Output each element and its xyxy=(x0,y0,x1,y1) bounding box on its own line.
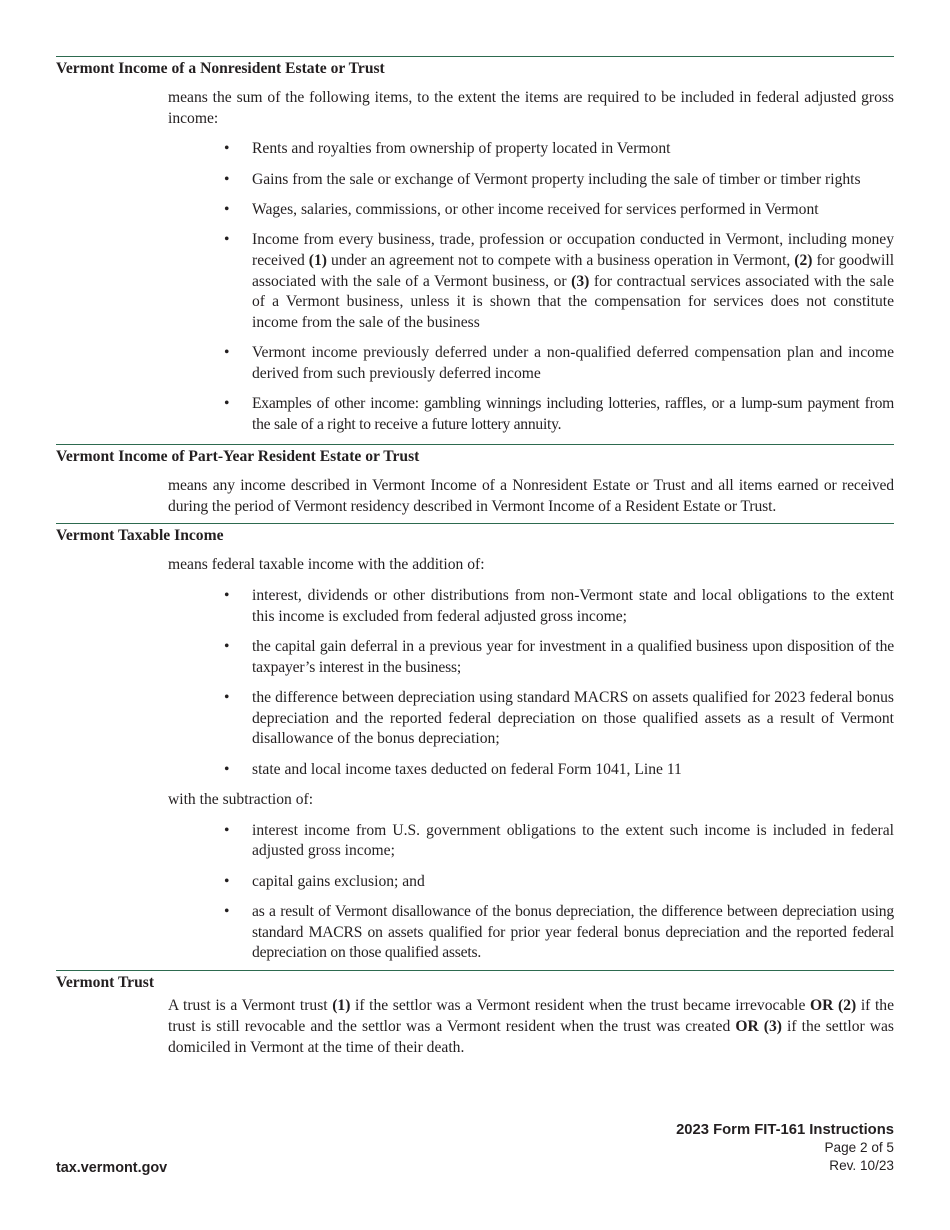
bullet-icon: • xyxy=(224,760,230,778)
section-nonresident-income xyxy=(56,56,894,436)
bullet-icon: • xyxy=(224,872,230,890)
website-link[interactable]: tax.vermont.gov xyxy=(56,1160,168,1176)
list-item: • interest, dividends or other distributions from non-Vermont state and local obligations to the extent this income is excluded from federal adjusted gross income; xyxy=(224,586,894,625)
list-item: • Gains from the sale or exchange of Vermont property including the sale of timber or timber rights xyxy=(252,170,894,191)
subtraction-intro: with the subtraction of: xyxy=(168,790,314,808)
subtractions-list xyxy=(168,821,894,965)
list-item: • the capital gain deferral in a previous year for investment in a qualified business upon disposition of the taxpayer’s interest in the business; xyxy=(224,637,894,676)
list-item: • Vermont income previously deferred under a non-qualified deferred compensation plan and income derived from such previously deferred income xyxy=(224,344,894,383)
section-text: means any income described in Vermont Income of a Nonresident Estate or Trust and all items earned or received during the period of Vermont residency described in Vermont Income of a Resident Estate or Trust. xyxy=(168,476,894,515)
document-page xyxy=(56,56,894,1068)
section-taxable-income xyxy=(56,523,894,964)
section-heading: Vermont Income of a Nonresident Estate or Trust xyxy=(56,60,385,77)
bullet-icon: • xyxy=(224,230,230,248)
bullet-icon: • xyxy=(224,637,230,655)
list-item: • Rents and royalties from ownership of property located in Vermont xyxy=(252,139,894,160)
list-item: • capital gains exclusion; and xyxy=(252,872,894,893)
page-number: Page 2 of 5 xyxy=(824,1140,894,1155)
bullet-icon: • xyxy=(224,170,230,188)
additions-list xyxy=(168,586,894,781)
list-item: • as a result of Vermont disallowance of the bonus depreciation, the difference between depreciation using standard MACRS on assets qualified for prior year federal bonus depreciation and the reported federal depreciation on those qualified assets. xyxy=(224,902,894,962)
list-item: • Wages, salaries, commissions, or other income received for services performed in Vermont xyxy=(252,200,894,221)
bullet-icon: • xyxy=(224,902,230,920)
income-items-list xyxy=(168,139,894,436)
form-title: 2023 Form FIT-161 Instructions xyxy=(676,1122,894,1138)
section-heading: Vermont Taxable Income xyxy=(56,527,224,545)
bullet-icon: • xyxy=(224,140,230,158)
bullet-icon: • xyxy=(224,395,230,413)
section-intro: means the sum of the following items, to the extent the items are required to be included in federal adjusted gross income: xyxy=(168,88,894,127)
footer-form-info xyxy=(676,1121,894,1175)
list-item: • the difference between depreciation using standard MACRS on assets qualified for 2023 federal bonus depreciation and the reported federal depreciation on those qualified assets as a result of Vermont disallowance of the bonus depreciation; xyxy=(224,688,894,748)
section-part-year-income xyxy=(56,444,894,517)
bullet-icon: • xyxy=(224,821,230,839)
list-item: • Examples of other income: gambling winnings including lotteries, raffles, or a lump-sum payment from the sale of a right to receive a future lottery annuity. xyxy=(224,395,894,434)
bullet-icon: • xyxy=(224,688,230,706)
bullet-icon: • xyxy=(224,200,230,218)
section-text: A trust is a Vermont trust (1) if the settlor was a Vermont resident when the trust became irrevocable OR (2) if the trust is still revocable and the settlor was a Vermont resident when the trust was created OR (3) if the settlor was domiciled in Vermont at the time of their death. xyxy=(168,996,895,1056)
section-heading: Vermont Trust xyxy=(56,974,155,992)
bullet-icon: • xyxy=(224,586,230,604)
revision-date: Rev. 10/23 xyxy=(829,1158,894,1173)
bullet-icon: • xyxy=(224,344,230,362)
section-vermont-trust xyxy=(56,970,894,1058)
list-item: • Income from every business, trade, profession or occupation conducted in Vermont, including money received (1) under an agreement not to compete with a business operation in Vermont, (2) for goodwill associated with the sale of a Vermont business, or (3) for contractual services associated with the sale of a Vermont business, unless it is shown that the compensation for services does not constitute income from the sale of the business xyxy=(224,230,895,332)
section-intro: means federal taxable income with the addition of: xyxy=(168,556,485,574)
section-heading: Vermont Income of Part-Year Resident Estate or Trust xyxy=(56,447,420,465)
list-item: • state and local income taxes deducted on federal Form 1041, Line 11 xyxy=(252,760,894,781)
list-item: • interest income from U.S. government obligations to the extent such income is included in federal adjusted gross income; xyxy=(224,821,894,860)
